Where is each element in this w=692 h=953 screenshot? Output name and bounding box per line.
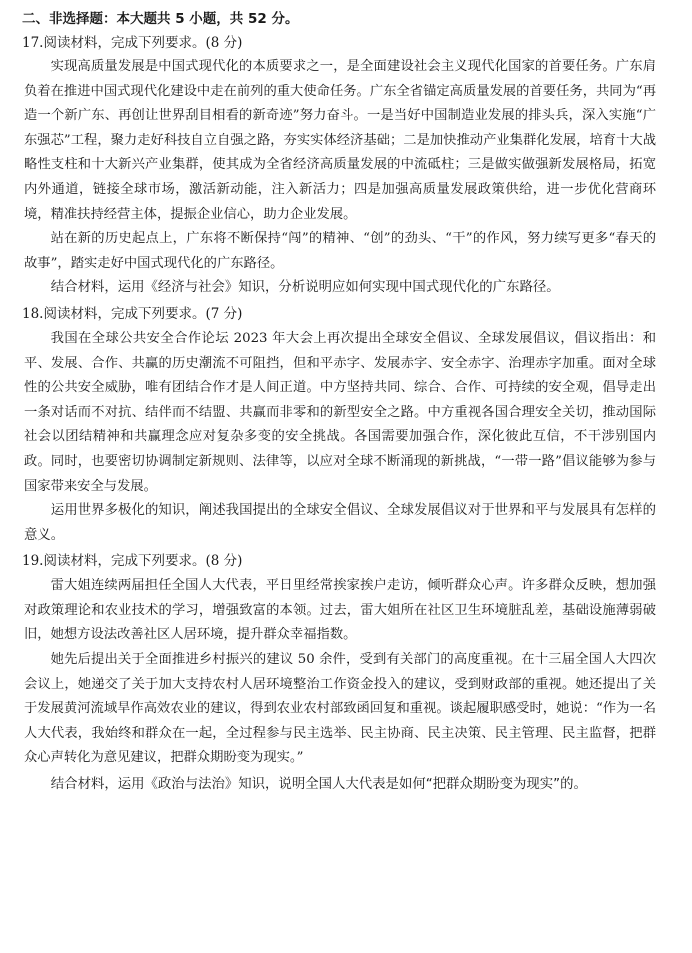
question-number: 17.	[22, 35, 44, 51]
question-instruction: 阅读材料，完成下列要求。	[43, 305, 206, 322]
question-instruction: 阅读材料，完成下列要求。	[43, 553, 206, 570]
material-paragraph: 她先后提出关于全面推进乡村振兴的建议 50 余件，受到有关部门的高度重视。在十三届全国人大四次会议上，她递交了关于加大支持农村人居环境整治工作资金投入的建议，受到财政部的重视。她还提出了关于发展黄河流域旱作高效农业的建议，得到农业农村部致函回复和重视。谈起履职感受时，她说：“作为一名人大代表，我始终和群众在一起，全过程参与民主选举、民主协商、民主决策、民主管理、民主监督，把群众心声转化为意见建议，把群众期盼变为现实。”	[24, 652, 656, 766]
material-paragraph: 实现高质量发展是中国式现代化的本质要求之一，是全面建设社会主义现代化国家的首要任务。广东肩负着在推进中国式现代化建设中走在前列的重大使命任务。广东全省锚定高质量发展的首要任务，共同为“再造一个新广东、再创让世界刮目相看的新奇迹”努力奋斗。一是当好中国制造业发展的排头兵，深入实施“广东强芯”工程，聚力走好科技自立自强之路，夯实实体经济基础；二是加快推动产业集群化发展，培育十大战略性支柱和十大新兴产业集群，使其成为全省经济高质量发展的中流砥柱；三是做实做强新发展格局，拓宽内外通道，链接全球市场，激活新动能，注入新活力；四是加强高质量发展政策供给，进一步优化营商环境，精准扶持经营主体，提振企业信心，助力企业发展。	[24, 59, 656, 222]
question-header	[22, 548, 656, 574]
material-paragraph: 雷大姐连续两届担任全国人大代表，平日里经常挨家挨户走访，倾听群众心声。许多群众反映，想加强对政策理论和农业技术的学习，增强致富的本领。过去，雷大姐所在社区卫生环境脏乱差，基础设施薄弱破旧，她想方设法改善社区人居环境，提升群众幸福指数。	[24, 578, 656, 643]
question-header	[22, 301, 656, 327]
question-instruction: 阅读材料，完成下列要求。	[43, 35, 206, 51]
question-prompt: 结合材料，运用《经济与社会》知识，分析说明应如何实现中国式现代化的广东路径。	[50, 280, 560, 296]
question-points: (8 分)	[205, 35, 243, 51]
question-header	[22, 30, 656, 56]
question-points: (7 分)	[205, 305, 243, 322]
question-points: (8 分)	[205, 553, 243, 570]
question-number: 19.	[22, 553, 44, 570]
question-prompt: 运用世界多极化的知识，阐述我国提出的全球安全倡议、全球发展倡议对于世界和平与发展具有怎样的意义。	[24, 503, 656, 543]
question-number: 18.	[22, 305, 44, 322]
section-title: 二、非选择题：本大题共 5 小题，共 52 分。	[22, 11, 299, 27]
question-17	[22, 30, 656, 301]
material-paragraph: 我国在全球公共安全合作论坛 2023 年大会上再次提出全球安全倡议、全球发展倡议，倡议指出：和平、发展、合作、共赢的历史潮流不可阻挡，但和平赤字、发展赤字、安全赤字、治理赤字加重。面对全球性的公共安全威胁，唯有团结合作才是人间正道。中方坚持共同、综合、合作、可持续的安全观，倡导走出一条对话而不对抗、结伴而不结盟、共赢而非零和的新型安全之路。中方重视各国合理安全关切，推动国际社会以团结精神和共赢理念应对复杂多变的安全挑战。各国需要加强合作，深化彼此互信，不干涉别国内政。同时，也要密切协调制定新规则、法律等，以应对全球不断涌现的新挑战，“一带一路”倡议能够为参与国家带来安全与发展。	[24, 330, 656, 494]
question-18	[22, 301, 656, 548]
question-19	[22, 548, 656, 797]
question-prompt: 结合材料，运用《政治与法治》知识，说明全国人大代表是如何“把群众期盼变为现实”的。	[50, 777, 587, 793]
material-paragraph: 站在新的历史起点上，广东将不断保持“闯”的精神、“创”的劲头、“干”的作风，努力续写更多“春天的故事”，踏实走好中国式现代化的广东路径。	[24, 231, 656, 271]
